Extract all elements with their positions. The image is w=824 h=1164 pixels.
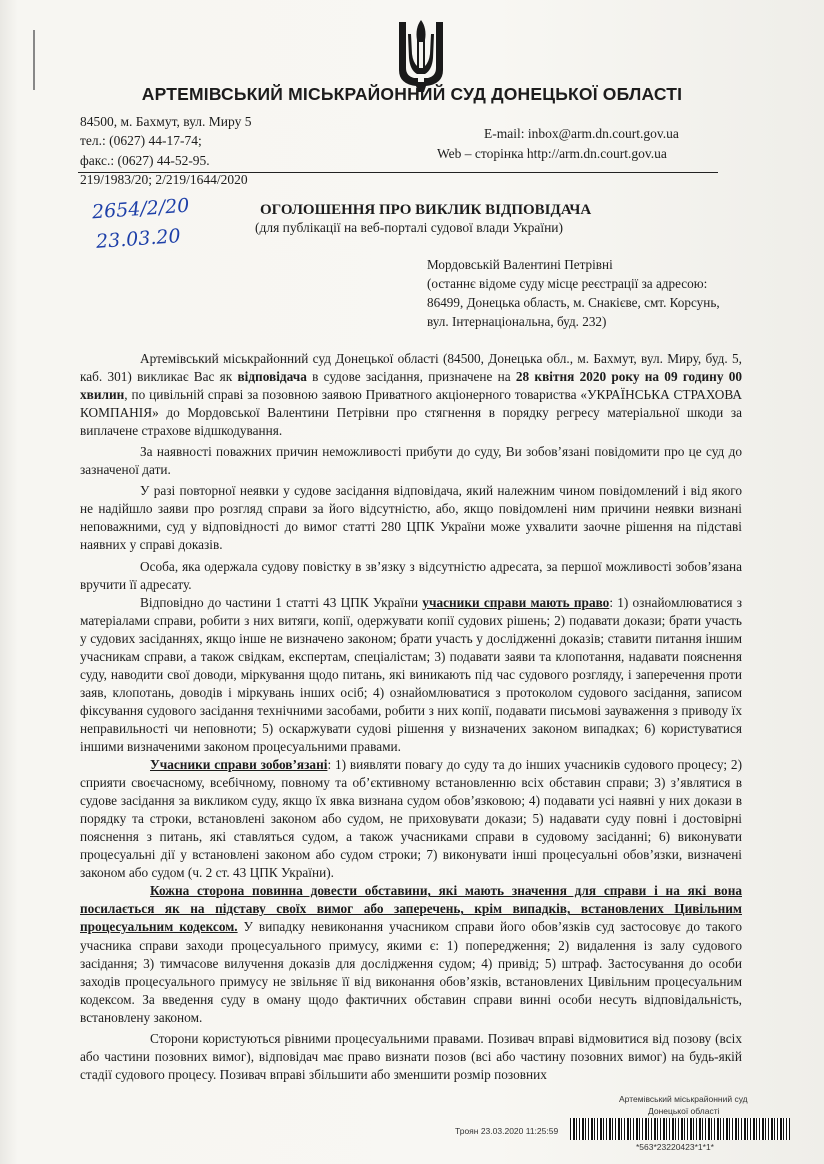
handwritten-registration-number: 2654/2/20 xyxy=(91,194,191,224)
paragraph-notify-court: За наявності поважних причин неможливості прибути до суду, Ви зобов’язані повідомити про це суд до зазначеної дати. xyxy=(80,444,742,478)
case-numbers: 219/1983/20; 2/219/1644/2020 xyxy=(80,172,248,187)
addressee-name: Мордовській Валентині Петрівні xyxy=(427,257,613,272)
paragraph-burden-of-proof: Кожна сторона повинна довести обставини, які мають значення для справи і на які вона посилається як на підставу своїх вимог або заперечень, крім випадків, встановлених Цивільним процесуальним кодексом. У випадку невиконання учасником справи його обов’язків суд застосовує до такого учасника справи заходи процесуального примусу, якими є: 1) попередження; 2) видалення із залу судового засідання; 3) тимчасове вилучення доказів для дослідження судом; 4) привід; 5) штраф. Застосування до особи заходів процесуального примусу не звільняє її від виконання обов’язків, встановлених Цивільним процесуальним кодексом. За введення суду в оману щодо фактичних обставин справи винні особи несуть відповідальність, встановлену законом. xyxy=(80,883,742,1025)
court-website: Web – сторінка http://arm.dn.court.gov.ua xyxy=(437,146,667,161)
court-fax: факс.: (0627) 44-52-95. xyxy=(80,153,210,168)
stamp-user-timestamp: Троян 23.03.2020 11:25:59 xyxy=(455,1126,559,1136)
handwritten-date: 23.03.20 xyxy=(95,225,182,253)
document-barcode xyxy=(570,1118,790,1140)
announcement-title: ОГОЛОШЕННЯ ПРО ВИКЛИК ВІДПОВІДАЧА xyxy=(260,202,592,218)
stamp-org-line-2: Донецької області xyxy=(648,1106,720,1116)
trident-emblem-icon xyxy=(396,18,446,94)
announcement-subtitle: (для публікації на веб-порталі судової влади України) xyxy=(255,220,564,235)
paragraph-equal-rights: Сторони користуються рівними процесуальними правами. Позивач вправі відмовитися від позову (всіх або частини позовних вимог), відповідач має право визнати позов (всі або частину позовних вимог) на будь-якій стадії судового процесу. Позивач вправі збільшити або зменшити розмір позовних xyxy=(80,1030,742,1082)
paragraph-summons: Артемівський міськрайонний суд Донецької області (84500, Донецька обл., м. Бахмут, вул. Миру, буд. 5, каб. 301) викликає Вас як відповідача в судове засідання, призначене на 28 квітня 2020 року на 09 годину 00 хвилин, по цивільній справі за позовною заявою Приватного акціонерного товариства «УКРАЇНСЬКА СТРАХОВА КОМПАНІЯ» до Мордовської Валентини Петрівни про стягнення в порядку регресу матеріальної шкоди за виплачене страхове відшкодування. xyxy=(80,351,743,439)
scan-edge-mark xyxy=(33,30,35,90)
court-name: АРТЕМІВСЬКИЙ МІСЬКРАЙОННИЙ СУД ДОНЕЦЬКОЇ ОБЛАСТІ xyxy=(141,84,683,104)
stamp-org-line-1: Артемівський міськрайонний суд xyxy=(619,1094,748,1104)
announcement-body xyxy=(80,350,742,1084)
paragraph-participant-duties: Учасники справи зобов’язані: 1) виявляти повагу до суду та до інших учасників судового процесу; 2) сприяти своєчасному, всебічному, повному та об’єктивному встановленню всіх обставин справи; 3) з’являтися в судове засідання за викликом суду, якщо їх явка визнана судом обов’язковою; 4) подавати усі наявні у них докази в порядку та строки, встановлені законом або судом, не приховувати докази; 5) надавати суду повні і достовірні пояснення з питань, які ставляться судом, а також учасниками справи в судовому засіданні; 6) виконувати процесуальні дії у встановлені законом або судом строки; 7) виконувати інші процесуальні обов’язки, визначені законом або судом (ч. 2 ст. 43 ЦПК України). xyxy=(80,757,742,881)
court-address: 84500, м. Бахмут, вул. Миру 5 xyxy=(80,114,252,129)
court-phone: тел.: (0627) 44-17-74; xyxy=(80,133,202,148)
addressee-address-line-1: (останнє відоме суду місце реєстрації за адресою: xyxy=(427,276,708,291)
addressee-address-line-2: 86499, Донецька область, м. Снакієве, смт. Корсунь, xyxy=(427,295,720,310)
barcode-code: *563*23220423*1*1* xyxy=(636,1142,714,1152)
court-email: E-mail: inbox@arm.dn.court.gov.ua xyxy=(484,126,679,141)
paragraph-participant-rights: Відповідно до частини 1 статті 43 ЦПК України учасники справи мають право: 1) ознайомлюватися з матеріалами справи, робити з них витяги, копії, одержувати копії судових рішень; 2) подавати докази; брати участь у судових засіданнях, якщо інше не визначено законом; брати участь у дослідженні доказів; ставити питання іншим учасникам справи, а також свідкам, експертам, спеціалістам; 3) подавати заяви та клопотання, надавати пояснення суду, наводити свої доводи, міркування щодо питань, які виникають під час судового розгляду, і заперечення проти заяв, клопотань, доводів і міркувань інших осіб; 4) ознайомлюватися з протоколом судового засідання, записом фіксування судового засідання технічними засобами, робити з них копії, подавати письмові зауваження з приводу їх неправильності чи неповноти; 5) оскаржувати судові рішення у визначених законом випадках; 6) користуватися іншими визначеними законом процесуальними правами. xyxy=(80,594,743,754)
paragraph-default-judgment: У разі повторної неявки у судове засідання відповідача, який належним чином повідомлений і від якого не надійшло заяви про розгляд справи за його відсутністю, або, якщо повідомлені ним причини неявки визнані неповажними, суд у відповідності до вимог статті 280 ЦПК України може ухвалити заочне рішення на підставі наявних у справі доказів. xyxy=(80,483,742,553)
paragraph-summons-delivery: Особа, яка одержала судову повістку в зв’язку з відсутністю адресата, за першої можливості зобов’язана вручити її адресату. xyxy=(80,558,742,592)
addressee-address-line-3: вул. Інтернаціональна, буд. 232) xyxy=(427,314,607,329)
